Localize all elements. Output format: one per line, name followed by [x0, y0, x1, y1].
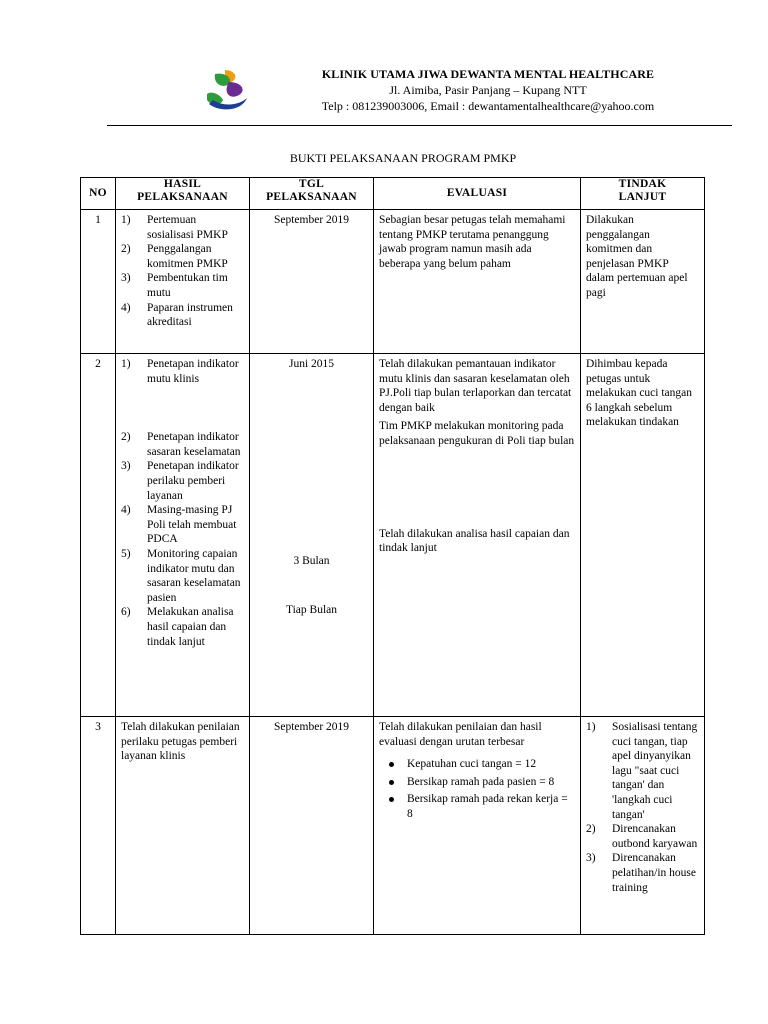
table-header-row — [81, 178, 705, 210]
bullet-icon — [389, 780, 394, 785]
list-item: 2) Penggalangan komitmen PMKP — [121, 243, 228, 270]
list-item: 4) Paparan instrumen akreditasi — [121, 301, 233, 329]
bullet-icon — [389, 762, 394, 767]
clinic-address: Jl. Aimiba, Pasir Panjang – Kupang NTT — [389, 83, 587, 97]
table-row — [81, 354, 705, 717]
evaluasi-cell: Sebagian besar petugas telah memahami tentang PMKP terutama penanggung jawab program namun masih ada beberapa yang belum paham — [379, 214, 566, 270]
list-item: 3) Direncanakan pelatihan/in house training — [586, 852, 696, 894]
header-tindak: TINDAK LANJUT — [581, 178, 705, 210]
row-number: 1 — [95, 214, 101, 226]
hasil-list — [121, 357, 244, 649]
list-item: 1) Sosialisasi tentang cuci tangan, tiap apel dinyanyikan lagu "saat cuci tangan' dan 'langkah cuci tangan' — [586, 721, 698, 821]
list-item: 1) Penetapan indikator mutu klinis — [121, 358, 239, 385]
hasil-cell: Telah dilakukan penilaian perilaku petugas pemberi layanan klinis — [121, 721, 240, 763]
header-no: NO — [81, 178, 116, 210]
list-item: 5) Monitoring capaian indikator mutu dan sasaran keselamatan pasien — [121, 547, 241, 604]
row-number: 2 — [95, 358, 101, 370]
clinic-contact: Telp : 081239003006, Email : dewantamentalhealthcare@yahoo.com — [321, 99, 655, 113]
header-tgl: TGL PELAKSANAAN — [250, 178, 374, 210]
list-item: Bersikap ramah pada rekan kerja = 8 — [379, 792, 575, 821]
table-row — [81, 717, 705, 935]
evaluasi-cell: Tim PMKP melakukan monitoring pada pelaksanaan pengukuran di Poli tiap bulan — [379, 420, 575, 447]
clinic-logo — [203, 68, 249, 112]
pmkp-table — [80, 177, 705, 935]
tindak-cell: Dilakukan penggalangan komitmen dan penjelasan PMKP dalam pertemuan apel pagi — [586, 214, 688, 299]
evaluasi-bullets — [379, 757, 575, 821]
hasil-list — [121, 213, 244, 330]
list-item: 6) Melakukan analisa hasil capaian dan tindak lanjut — [121, 606, 234, 648]
list-item: Kepatuhan cuci tangan = 12 — [379, 757, 575, 772]
header-evaluasi: EVALUASI — [374, 178, 581, 210]
list-item: 3) Penetapan indikator perilaku pemberi layanan — [121, 460, 239, 502]
header-divider — [107, 125, 732, 126]
tindak-list — [586, 720, 699, 895]
table-row — [81, 210, 705, 354]
tgl-cell: 3 Bulan — [293, 554, 330, 567]
tindak-cell: Dihimbau kepada petugas untuk melakukan cuci tangan 6 langkah sebelum melakukan tindakan — [586, 358, 693, 429]
header-hasil: HASIL PELAKSANAAN — [116, 178, 250, 210]
row-number: 3 — [95, 721, 101, 733]
evaluasi-cell: Telah dilakukan penilaian dan hasil evaluasi dengan urutan terbesar — [379, 721, 542, 748]
list-item: 3) Pembentukan tim mutu — [121, 272, 228, 299]
bullet-icon — [389, 797, 394, 802]
list-item: 2) Direncanakan outbond karyawan — [586, 823, 698, 850]
document-title: BUKTI PELAKSANAAN PROGRAM PMKP — [289, 151, 517, 165]
evaluasi-cell: Telah dilakukan analisa hasil capaian dan tindak lanjut — [379, 527, 570, 555]
list-item: 1) Pertemuan sosialisasi PMKP — [121, 214, 228, 241]
evaluasi-cell: Telah dilakukan pemantauan indikator mutu klinis dan sasaran keselamatan oleh PJ.Poli tiap bulan terlaporkan dan tercatat dengan baik — [379, 358, 572, 414]
list-item: 4) Masing-masing PJ Poli telah membuat PDCA — [121, 504, 237, 546]
clinic-name: KLINIK UTAMA JIWA DEWANTA MENTAL HEALTHCARE — [321, 67, 655, 81]
tgl-cell: September 2019 — [273, 721, 350, 733]
tgl-cell: Juni 2015 — [288, 358, 335, 370]
tgl-cell: September 2019 — [273, 214, 350, 226]
letterhead — [258, 66, 718, 114]
list-item: 2) Penetapan indikator sasaran keselamatan — [121, 431, 241, 458]
tgl-cell: Tiap Bulan — [285, 604, 337, 617]
list-item: Bersikap ramah pada pasien = 8 — [379, 775, 575, 790]
